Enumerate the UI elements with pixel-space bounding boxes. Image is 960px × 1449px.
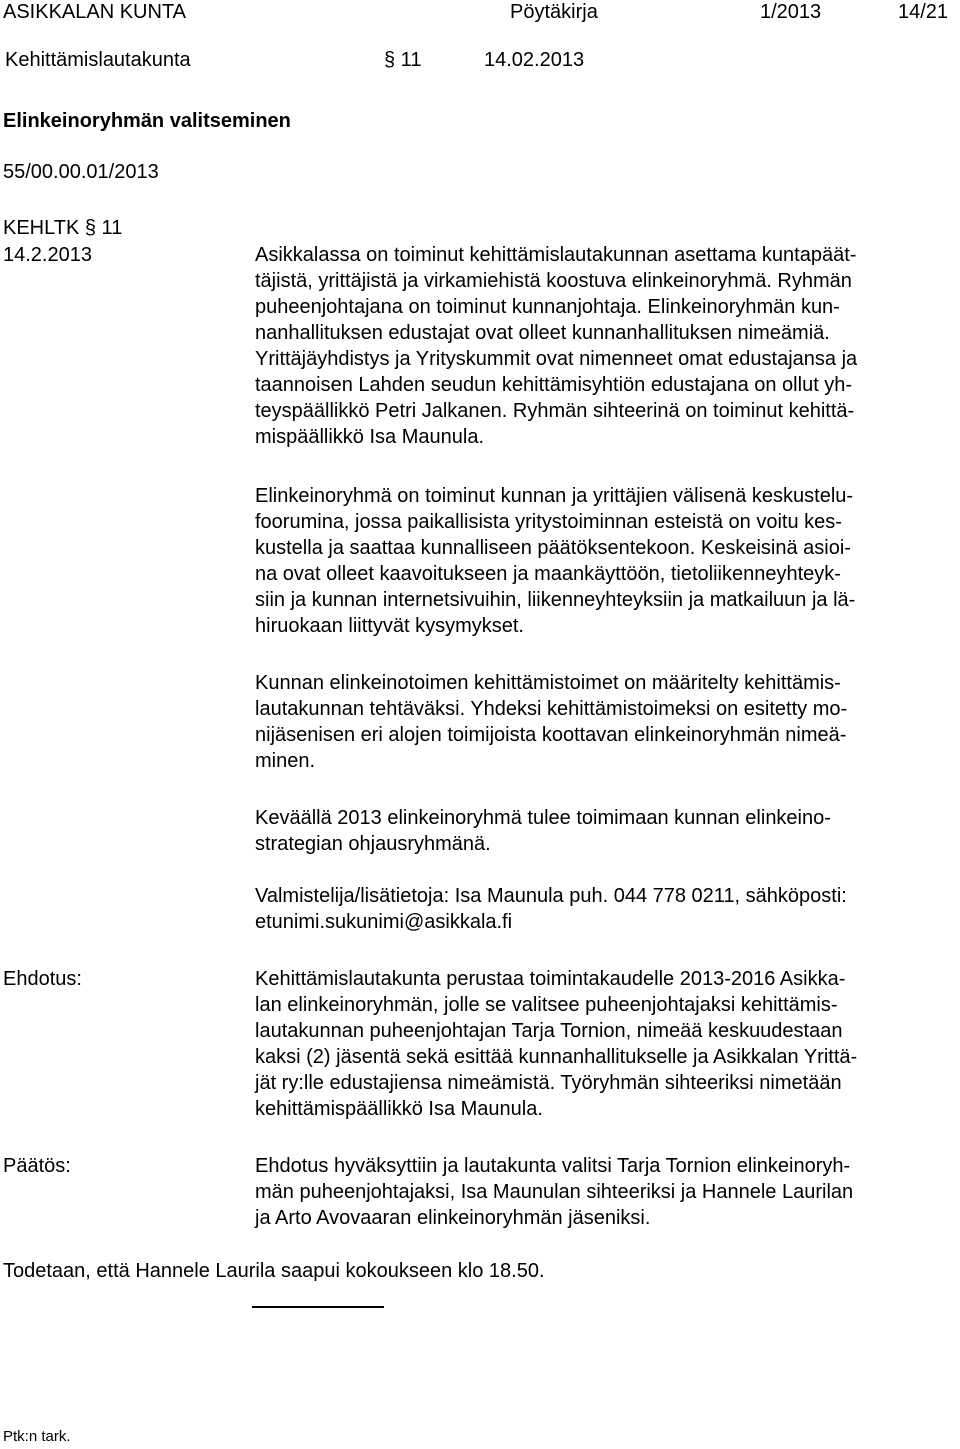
text-line: ja Arto Avovaaran elinkeinoryhmän jäseniksi. — [255, 1207, 651, 1229]
previous-reference: KEHLTK § 11 — [3, 217, 123, 239]
paragraph-background — [255, 242, 955, 450]
decision-text — [255, 1153, 955, 1231]
text-line: na ovat olleet kaavoitukseen ja maankäyttöön, tietoliikenneyhteyk- — [255, 563, 841, 585]
text-line: Elinkeinoryhmä on toiminut kunnan ja yrittäjien välisenä keskustelu- — [255, 485, 854, 507]
meeting-date: 14.02.2013 — [484, 49, 585, 71]
text-line: minen. — [255, 750, 316, 772]
previous-date: 14.2.2013 — [3, 244, 92, 266]
text-line: kustella ja saattaa kunnalliseen päätöksentekoon. Keskeisinä asioi- — [255, 537, 851, 559]
text-line: teyspäällikkö Petri Jalkanen. Ryhmän sihteerinä on toiminut kehittä- — [255, 400, 855, 422]
text-line: nijäsenisen eri alojen toimijoista koottavan elinkeinoryhmän nimeä- — [255, 724, 847, 746]
paragraph-contact — [255, 883, 955, 935]
page-number: 14/21 — [898, 1, 949, 23]
record-number: 55/00.00.01/2013 — [3, 161, 159, 183]
paragraph-forum — [255, 483, 955, 639]
proposal-text — [255, 966, 955, 1122]
document-type: Pöytäkirja — [510, 1, 598, 23]
text-line: taannoisen Lahden seudun kehittämisyhtiön edustajana on ollut yh- — [255, 374, 853, 396]
text-line: kehittämispäällikkö Isa Maunula. — [255, 1098, 543, 1120]
arrival-note: Todetaan, että Hannele Laurila saapui kokoukseen klo 18.50. — [3, 1260, 545, 1282]
text-line: strategian ohjausryhmänä. — [255, 833, 491, 855]
decision-label: Päätös: — [3, 1155, 71, 1177]
text-line: lautakunnan tehtäväksi. Yhdeksi kehittämistoimeksi on esitetty mo- — [255, 698, 848, 720]
text-line: puheenjohtajana on toiminut kunnanjohtaja. Elinkeinoryhmän kun- — [255, 296, 840, 318]
text-line: foorumina, jossa paikallisista yritystoiminnan esteistä on voitu kes- — [255, 511, 842, 533]
text-line: Kehittämislautakunta perustaa toimintakaudelle 2013-2016 Asikka- — [255, 968, 846, 990]
text-line: nanhallituksen edustajat ovat olleet kunnanhallituksen nimeämiä. — [255, 322, 830, 344]
text-line: etunimi.sukunimi@asikkala.fi — [255, 911, 513, 933]
text-line: täjistä, yrittäjistä ja virkamiehistä koostuva elinkeinoryhmä. Ryhmän — [255, 270, 852, 292]
text-line: siin ja kunnan internetsivuihin, liikenneyhteyksiin ja matkailuun ja lä- — [255, 589, 856, 611]
text-line: kaksi (2) jäsentä sekä esittää kunnanhallitukselle ja Asikkalan Yrittä- — [255, 1046, 858, 1068]
footer-ptk: Ptk:n tark. — [3, 1428, 71, 1445]
text-line: mispäällikkö Isa Maunula. — [255, 426, 484, 448]
text-line: jät ry:lle edustajiensa nimeämistä. Työryhmän sihteeriksi nimetään — [255, 1072, 842, 1094]
text-line: Yrittäjäyhdistys ja Yrityskummit ovat nimenneet omat edustajansa ja — [255, 348, 858, 370]
text-line: Asikkalassa on toiminut kehittämislautakunnan asettama kuntapäät- — [255, 244, 857, 266]
topic-title: Elinkeinoryhmän valitseminen — [3, 110, 291, 132]
text-line: Ehdotus hyväksyttiin ja lautakunta valitsi Tarja Tornion elinkeinoryh- — [255, 1155, 851, 1177]
proposal-label: Ehdotus: — [3, 968, 82, 990]
text-line: män puheenjohtajaksi, Isa Maunulan sihteeriksi ja Hannele Laurilan — [255, 1181, 854, 1203]
text-line: lautakunnan puheenjohtajan Tarja Tornion, nimeää keskuudestaan — [255, 1020, 843, 1042]
municipality-name: ASIKKALAN KUNTA — [3, 1, 187, 23]
text-line: lan elinkeinoryhmän, jolle se valitsee puheenjohtajaksi kehittämis- — [255, 994, 838, 1016]
text-line: Keväällä 2013 elinkeinoryhmä tulee toimimaan kunnan elinkeino- — [255, 807, 831, 829]
text-line: Kunnan elinkeinotoimen kehittämistoimet on määritelty kehittämis- — [255, 672, 841, 694]
text-line: hiruokaan liittyvät kysymykset. — [255, 615, 524, 637]
document-number: 1/2013 — [760, 1, 822, 23]
section-number: § 11 — [384, 49, 422, 71]
paragraph-development — [255, 670, 955, 774]
board-name: Kehittämislautakunta — [5, 49, 191, 71]
signature-line — [252, 1306, 384, 1308]
paragraph-strategy — [255, 805, 955, 857]
text-line: Valmistelija/lisätietoja: Isa Maunula puh. 044 778 0211, sähköposti: — [255, 885, 847, 907]
